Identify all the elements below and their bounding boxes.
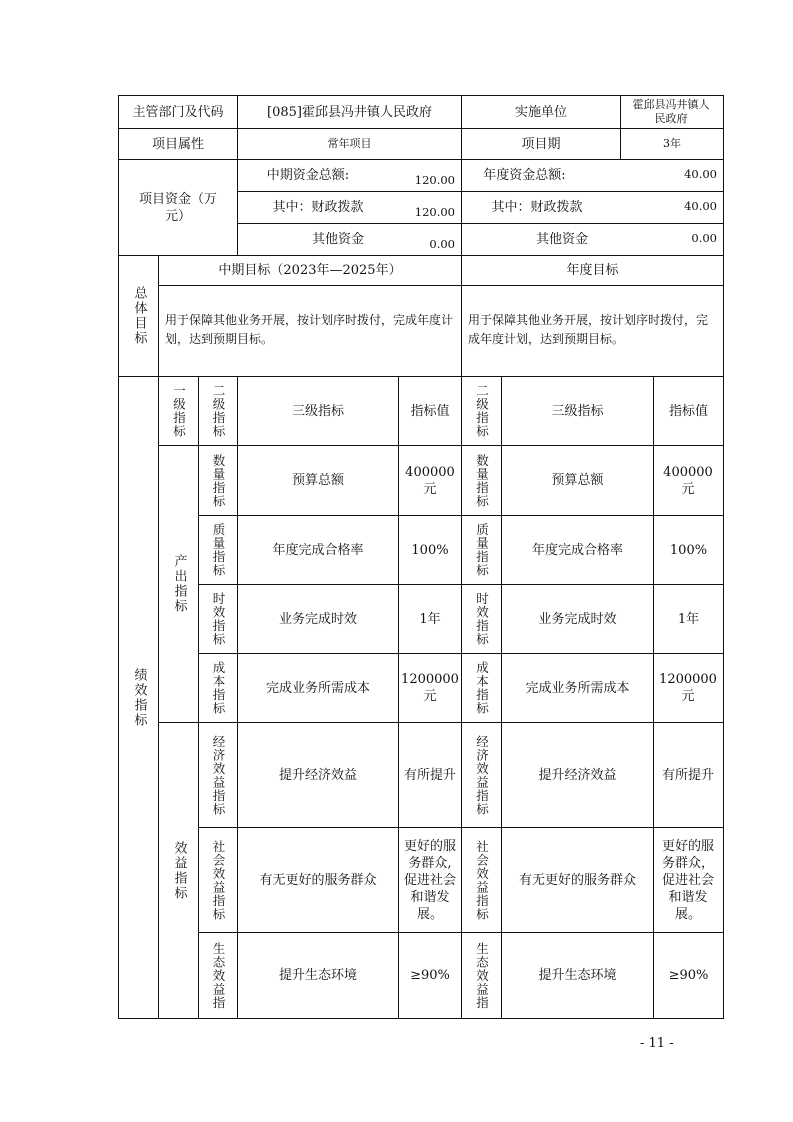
mid-goal-text: 用于保障其他业务开展，按计划序时拨付，完成年度计划，达到预期目标。 [165, 313, 454, 346]
attr-label: 项目属性 [151, 136, 204, 152]
year-goal-header: 年度目标 [566, 263, 619, 278]
impl-value: 霍邱县冯井镇人民政府 [632, 98, 710, 125]
row-level3-year: 提升经济效益 [538, 767, 617, 783]
row-level2-year: 经济效益指标 [474, 734, 490, 816]
year-total-label: 年度资金总额: [483, 168, 566, 183]
col-level1-header: 一级指标 [171, 384, 187, 438]
row-value-year: ≥90% [668, 968, 709, 983]
row-value-year: 100% [669, 542, 708, 558]
year-fiscal-value: 40.00 [684, 199, 717, 213]
year-total-value: 40.00 [684, 167, 717, 181]
benefit-indicator-label: 效益指标 [171, 840, 187, 901]
row-value-year: 400000元 [663, 464, 713, 497]
page-number: - 11 - [640, 1036, 674, 1051]
row-level3-year: 有无更好的服务群众 [518, 872, 636, 888]
impl-label: 实施单位 [514, 104, 567, 120]
col-level3-header: 三级指标 [291, 403, 344, 419]
col-level2-header-year: 二级指标 [474, 384, 490, 438]
row-value: 1年 [419, 611, 441, 627]
row-level3: 提升经济效益 [278, 767, 357, 783]
mid-total-label: 中期资金总额: [266, 168, 350, 183]
row-value: 1200000元 [401, 672, 459, 704]
row-level2-year: 质量指标 [474, 523, 490, 577]
row-level3-year: 提升生态环境 [538, 968, 617, 983]
row-level2: 经济效益指标 [211, 734, 226, 816]
row-level3-year: 业务完成时效 [538, 611, 617, 627]
mid-other-label: 其他资金 [311, 232, 364, 247]
row-level2: 成本指标 [211, 661, 226, 715]
col-level3-header-year: 三级指标 [551, 403, 604, 419]
output-indicator-label: 产出指标 [171, 554, 187, 614]
row-value-year: 有所提升 [661, 767, 714, 783]
row-value: ≥90% [410, 968, 450, 983]
dept-value: [085]霍邱县冯井镇人民政府 [267, 104, 432, 120]
dept-label: 主管部门及代码 [132, 104, 224, 120]
row-level3: 提升生态环境 [278, 968, 357, 983]
row-level3: 年度完成合格率 [272, 542, 364, 558]
row-value-year: 1年 [677, 611, 700, 627]
year-other-label: 其他资金 [535, 232, 588, 247]
row-level3-year: 预算总额 [551, 473, 604, 488]
row-level3-year: 完成业务所需成本 [525, 680, 630, 696]
row-level2-year: 社会效益指标 [474, 839, 490, 921]
col-level2-header: 二级指标 [211, 384, 226, 438]
row-level2-year: 成本指标 [474, 661, 490, 715]
row-level3: 业务完成时效 [278, 611, 357, 627]
period-label: 项目期 [521, 136, 561, 152]
row-level3: 完成业务所需成本 [265, 680, 370, 696]
col-value-header-year: 指标值 [668, 403, 708, 419]
row-value: 100% [411, 542, 449, 558]
row-level2: 质量指标 [211, 523, 226, 577]
funds-label: 项目资金（万元） [138, 191, 217, 224]
mid-fiscal-label: 其中：财政拨款 [272, 200, 364, 215]
row-value: 更好的服务群众,促进社会和谐发展。 [403, 838, 456, 922]
mid-fiscal-value: 120.00 [414, 205, 455, 219]
mid-other-value: 0.00 [429, 237, 455, 251]
row-level2: 生态效益指 [211, 941, 226, 1010]
row-value-year: 1200000元 [659, 672, 717, 704]
goals-label: 总体目标 [131, 286, 147, 346]
col-value-header: 指标值 [410, 403, 450, 419]
row-level3: 预算总额 [291, 473, 344, 488]
row-level3: 有无更好的服务群众 [259, 872, 377, 888]
period-value: 3年 [663, 137, 681, 150]
row-level2-year: 数量指标 [474, 453, 490, 508]
row-level3-year: 年度完成合格率 [531, 542, 623, 558]
row-value: 有所提升 [403, 767, 456, 783]
row-value-year: 更好的服务群众，促进社会和谐发展。 [661, 838, 714, 922]
year-other-value: 0.00 [691, 231, 717, 245]
row-level2-year: 时效指标 [474, 592, 490, 646]
mid-total-value: 120.00 [414, 173, 455, 187]
year-goal-text: 用于保障其他业务开展，按计划序时拨付，完成年度计划，达到预期目标。 [468, 313, 709, 346]
perf-label: 绩效指标 [131, 667, 147, 728]
row-value: 400000元 [405, 464, 455, 497]
row-level2: 时效指标 [211, 592, 226, 646]
row-level2-year: 生态效益指 [474, 941, 490, 1010]
mid-goal-header: 中期目标（2023年—2025年） [218, 263, 402, 278]
row-level2: 数量指标 [211, 453, 226, 508]
row-level2: 社会效益指标 [211, 839, 226, 921]
year-fiscal-label: 其中：财政拨款 [491, 200, 583, 215]
attr-value: 常年项目 [327, 137, 372, 150]
